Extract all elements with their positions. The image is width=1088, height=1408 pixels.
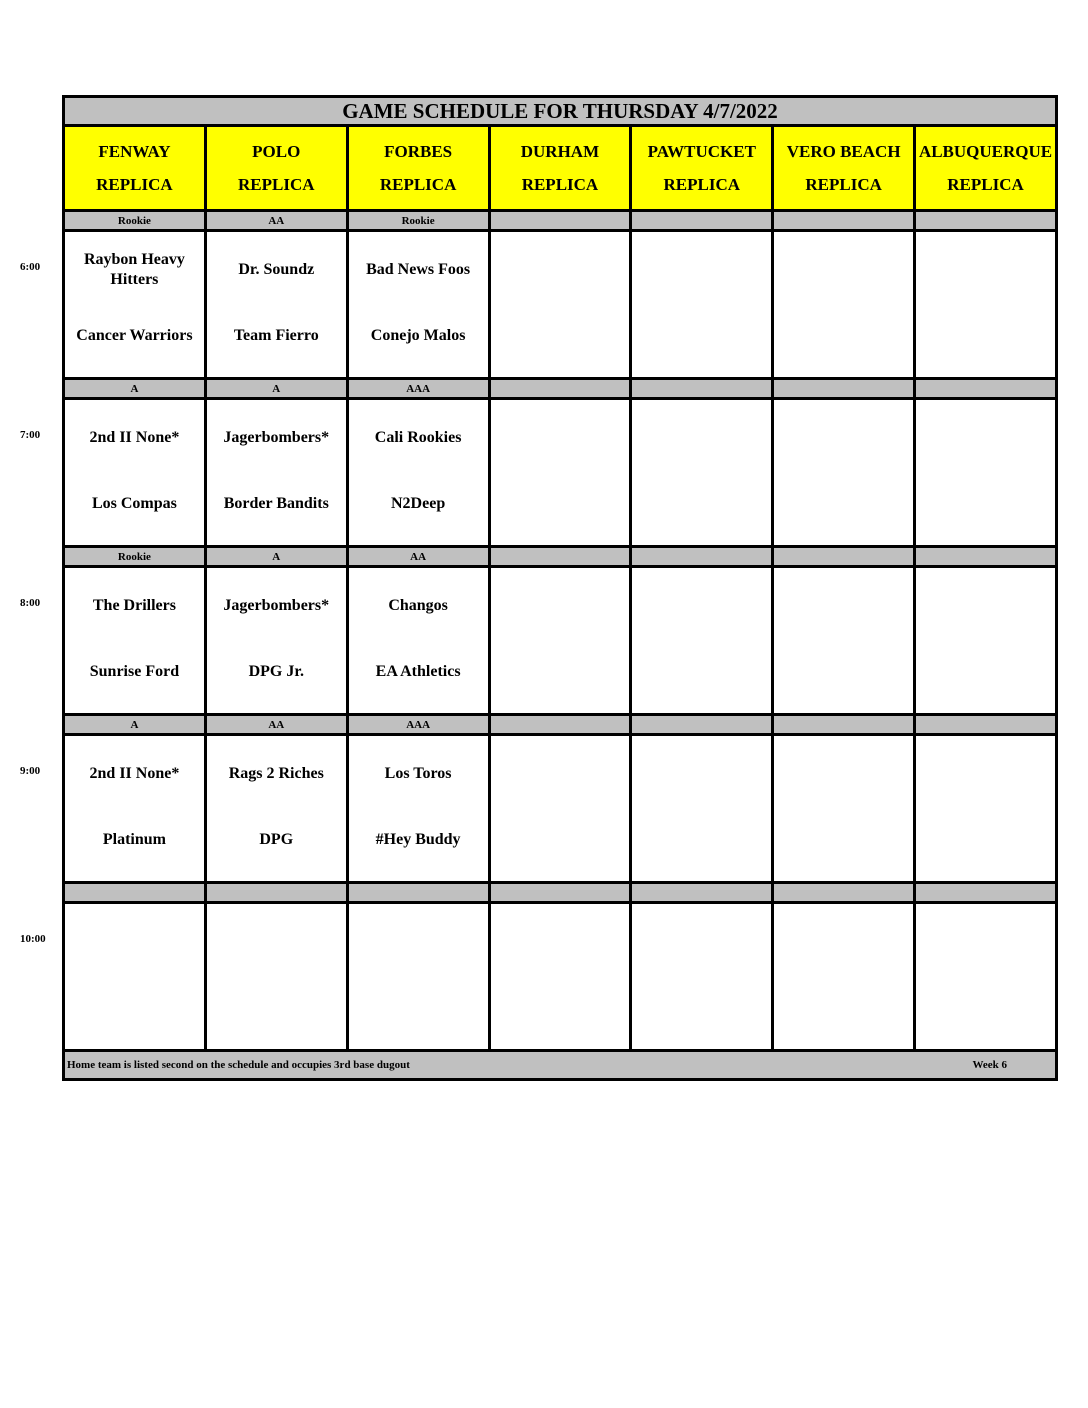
game-cell <box>773 735 915 883</box>
field-subtitle: REPLICA <box>96 175 173 194</box>
home-team <box>491 643 630 713</box>
title-row <box>64 97 1057 126</box>
away-team: Cali Rookies <box>374 428 462 446</box>
game-cell <box>915 399 1057 547</box>
home-team: Conejo Malos <box>370 327 466 344</box>
away-team <box>916 736 1055 811</box>
game-row <box>64 231 1057 379</box>
away-team: Bad News Foos <box>366 260 471 278</box>
home-team: Team Fierro <box>233 327 319 344</box>
schedule-title: GAME SCHEDULE FOR THURSDAY 4/7/2022 <box>64 97 1057 126</box>
away-team <box>916 904 1055 979</box>
away-team <box>774 568 913 643</box>
footer-cell <box>64 1051 1057 1080</box>
division-label: A <box>205 547 347 567</box>
home-team <box>916 811 1055 881</box>
division-label: AAA <box>347 379 489 399</box>
game-cell <box>915 903 1057 1051</box>
game-cell <box>631 903 773 1051</box>
game-cell <box>205 399 347 547</box>
home-team <box>632 643 771 713</box>
home-team <box>774 979 913 1049</box>
field-header-durham <box>489 126 631 211</box>
field-name: FORBES <box>384 142 453 161</box>
game-cell <box>773 399 915 547</box>
game-cell <box>631 735 773 883</box>
away-team: Jagerbombers* <box>223 428 330 446</box>
home-team <box>916 643 1055 713</box>
division-label: A <box>64 715 206 735</box>
away-team <box>632 904 771 979</box>
division-label: AA <box>205 211 347 231</box>
division-label <box>773 715 915 735</box>
field-name: DURHAM <box>520 142 600 161</box>
game-cell <box>347 231 489 379</box>
field-subtitle: REPLICA <box>238 175 315 194</box>
division-label: Rookie <box>64 211 206 231</box>
home-team <box>774 307 913 377</box>
home-team <box>632 811 771 881</box>
home-team: Border Bandits <box>223 495 329 512</box>
away-team <box>491 232 630 307</box>
game-cell <box>64 231 206 379</box>
home-team <box>207 979 346 1049</box>
game-cell <box>347 735 489 883</box>
footer-row <box>64 1051 1057 1080</box>
game-row <box>64 903 1057 1051</box>
away-team: Los Toros <box>384 764 452 782</box>
game-cell <box>347 567 489 715</box>
home-team <box>349 979 488 1049</box>
division-row <box>64 547 1057 567</box>
division-label <box>773 547 915 567</box>
field-subtitle: REPLICA <box>521 175 599 194</box>
home-team: Sunrise Ford <box>89 663 180 680</box>
away-team: 2nd II None* <box>89 764 180 782</box>
home-team <box>491 475 630 545</box>
division-label: AA <box>347 547 489 567</box>
division-label <box>64 883 206 903</box>
home-team <box>65 979 204 1049</box>
away-team <box>632 736 771 811</box>
game-cell <box>915 231 1057 379</box>
time-label: 6:00 <box>20 260 41 273</box>
division-row <box>64 883 1057 903</box>
game-cell <box>773 567 915 715</box>
home-team <box>632 307 771 377</box>
field-header-forbes <box>347 126 489 211</box>
game-cell <box>631 567 773 715</box>
game-cell <box>205 903 347 1051</box>
time-label: 9:00 <box>20 764 41 777</box>
division-label <box>631 379 773 399</box>
home-team <box>632 475 771 545</box>
footer-note: Home team is listed second on the schedule and occupies 3rd base dugout <box>67 1059 410 1071</box>
away-team <box>632 568 771 643</box>
game-row <box>64 399 1057 547</box>
game-cell <box>64 735 206 883</box>
home-team: Cancer Warriors <box>76 327 193 344</box>
division-label <box>773 211 915 231</box>
game-cell <box>915 567 1057 715</box>
home-team <box>774 811 913 881</box>
division-label: A <box>64 379 206 399</box>
away-team <box>65 904 204 979</box>
week-label: Week 6 <box>972 1059 1007 1071</box>
home-team: EA Athletics <box>375 663 461 680</box>
division-label <box>915 715 1057 735</box>
division-label <box>347 883 489 903</box>
away-team <box>491 400 630 475</box>
away-team: Jagerbombers* <box>223 596 330 614</box>
away-team: 2nd II None* <box>89 428 180 446</box>
away-team <box>774 400 913 475</box>
home-team <box>774 475 913 545</box>
game-cell <box>631 399 773 547</box>
field-name: PAWTUCKET <box>647 142 756 161</box>
game-cell <box>64 903 206 1051</box>
game-row <box>64 567 1057 715</box>
division-label <box>631 211 773 231</box>
home-team: N2Deep <box>391 495 446 512</box>
division-label <box>205 883 347 903</box>
game-cell <box>489 903 631 1051</box>
field-header-albuquerque <box>915 126 1057 211</box>
game-row <box>64 735 1057 883</box>
away-team <box>207 904 346 979</box>
division-row <box>64 379 1057 399</box>
field-subtitle: REPLICA <box>805 175 882 194</box>
away-team <box>916 232 1055 307</box>
home-team <box>774 643 913 713</box>
division-label: AA <box>205 715 347 735</box>
field-header-row <box>64 126 1057 211</box>
game-cell <box>489 399 631 547</box>
away-team <box>916 400 1055 475</box>
division-label <box>631 883 773 903</box>
away-team: Raybon Heavy Hitters <box>83 250 185 288</box>
game-cell <box>631 231 773 379</box>
away-team <box>491 904 630 979</box>
away-team <box>632 400 771 475</box>
division-label <box>631 715 773 735</box>
game-cell <box>64 399 206 547</box>
division-label <box>915 211 1057 231</box>
field-name: ALBUQUERQUE <box>918 142 1053 161</box>
away-team: Rags 2 Riches <box>228 764 324 782</box>
division-label <box>773 379 915 399</box>
home-team <box>916 979 1055 1049</box>
away-team <box>774 736 913 811</box>
home-team <box>916 475 1055 545</box>
home-team <box>491 307 630 377</box>
away-team <box>916 568 1055 643</box>
game-cell <box>915 735 1057 883</box>
game-cell <box>205 567 347 715</box>
game-cell <box>205 231 347 379</box>
division-label <box>631 547 773 567</box>
division-row <box>64 211 1057 231</box>
home-team: DPG Jr. <box>248 663 304 680</box>
field-name: VERO BEACH <box>786 142 901 161</box>
home-team <box>916 307 1055 377</box>
away-team <box>774 904 913 979</box>
division-label <box>915 379 1057 399</box>
away-team: Dr. Soundz <box>238 260 315 278</box>
time-label: 8:00 <box>20 596 41 609</box>
field-subtitle: REPLICA <box>947 175 1024 194</box>
division-label: AAA <box>347 715 489 735</box>
game-cell <box>347 399 489 547</box>
time-label: 7:00 <box>20 428 41 441</box>
field-header-polo <box>205 126 347 211</box>
game-cell <box>773 903 915 1051</box>
division-label <box>489 211 631 231</box>
away-team: The Drillers <box>92 596 176 614</box>
field-header-pawtucket <box>631 126 773 211</box>
away-team <box>491 568 630 643</box>
away-team <box>632 232 771 307</box>
game-cell <box>489 567 631 715</box>
time-label: 10:00 <box>20 932 46 945</box>
division-label: Rookie <box>347 211 489 231</box>
division-label <box>489 379 631 399</box>
home-team <box>632 979 771 1049</box>
game-cell <box>64 567 206 715</box>
game-cell <box>489 231 631 379</box>
home-team <box>491 979 630 1049</box>
division-row <box>64 715 1057 735</box>
schedule-table <box>62 95 1058 1081</box>
home-team: Platinum <box>102 831 166 848</box>
time-column <box>0 0 62 1408</box>
away-team <box>774 232 913 307</box>
field-subtitle: REPLICA <box>379 175 457 194</box>
division-label: A <box>205 379 347 399</box>
field-name: FENWAY <box>98 142 171 161</box>
division-label <box>773 883 915 903</box>
field-header-vero-beach <box>773 126 915 211</box>
division-label <box>915 547 1057 567</box>
division-label <box>915 883 1057 903</box>
home-team <box>491 811 630 881</box>
home-team: Los Compas <box>91 495 177 512</box>
division-label: Rookie <box>64 547 206 567</box>
game-cell <box>773 231 915 379</box>
field-name: POLO <box>252 142 301 161</box>
away-team <box>491 736 630 811</box>
game-cell <box>205 735 347 883</box>
away-team: Changos <box>388 596 448 614</box>
division-label <box>489 715 631 735</box>
away-team <box>349 904 488 979</box>
division-label <box>489 547 631 567</box>
game-cell <box>347 903 489 1051</box>
field-header-fenway <box>64 126 206 211</box>
field-subtitle: REPLICA <box>663 175 741 194</box>
home-team: #Hey Buddy <box>375 831 461 848</box>
division-label <box>489 883 631 903</box>
home-team: DPG <box>259 831 294 848</box>
game-cell <box>489 735 631 883</box>
